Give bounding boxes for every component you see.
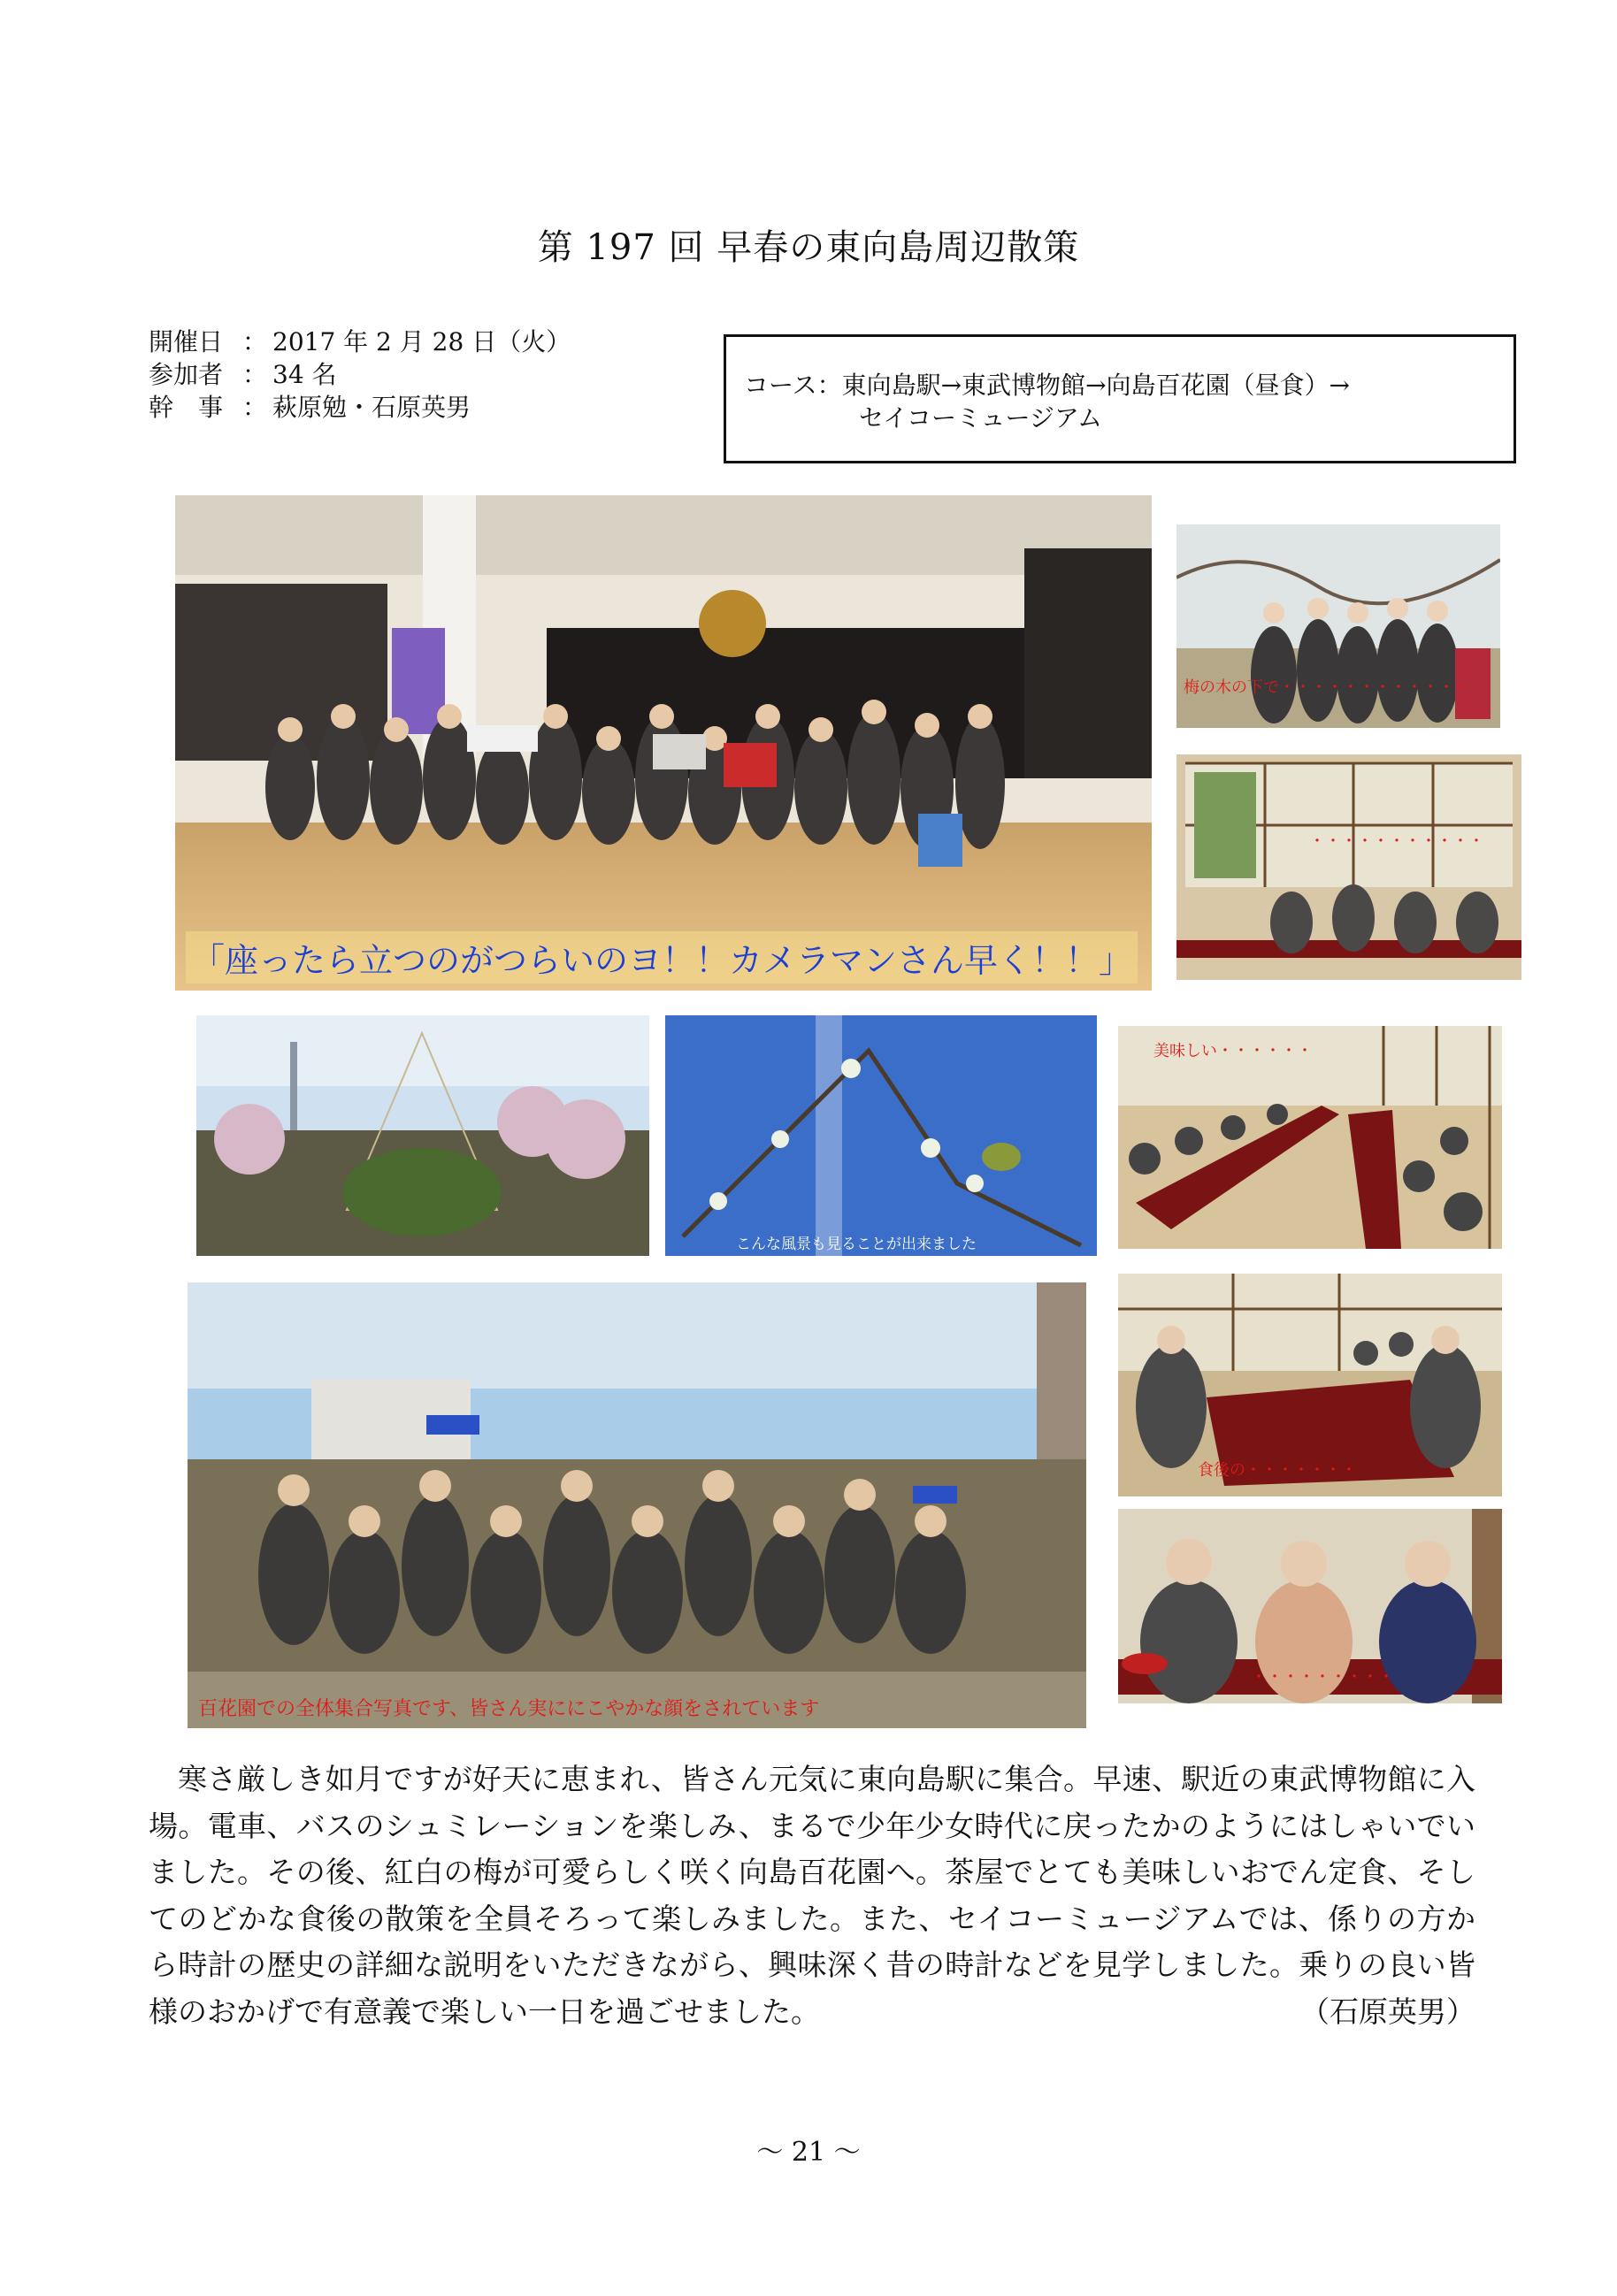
page-number: ～ 21 ～ [756, 2137, 861, 2168]
museum-group-image [175, 495, 1152, 991]
separator: ： [242, 360, 268, 389]
mejiro-bird-image [665, 1015, 1097, 1256]
mejiro-bird-photo [665, 1015, 1097, 1256]
trio-caption: ・・・・・・・・・ [1251, 1668, 1394, 1687]
event-info [149, 325, 571, 424]
author-credit: （石原英男） [1300, 1994, 1475, 2029]
museum-caption: 「座ったら立つのがつらいのヨ！！カメラマンさん早く！！」 [186, 931, 1138, 983]
skytree-garden-image [196, 1015, 649, 1256]
mejiro-caption: こんな風景も見ることが出来ました [736, 1236, 977, 1253]
report-paragraph: 寒さ厳しき如月ですが好天に恵まれ、皆さん元気に東向島駅に集合。早速、駅近の東武博物館に入場。電車、バスのシュミレーションを楽しみ、まるで少年少女時代に戻ったかのようにはしゃいでいました。その後、紅白の梅が可愛らしく咲く向島百花園へ。茶屋でとても美味しいおでん定食、そしてのどかな食後の散策を全員そろって楽しみました。また、セイコーミュージアムでは、係りの方から時計の歴史の詳細な説明をいただきながら、興味深く昔の時計などを見学しました。乗りの良い皆様のおかげで有意義で楽しい一日を過ごせました。 [149, 1762, 1475, 2029]
teahouse-caption: ・・・・・・・・・・・ [1309, 832, 1484, 851]
date-label: 開催日 [149, 327, 224, 356]
garden-group-photo [188, 1282, 1086, 1728]
plum-caption: 梅の木の下で・・・・・・・・・・・・ [1184, 678, 1470, 697]
garden-group-image [188, 1282, 1086, 1728]
separator: ： [242, 393, 268, 422]
participants-value: 34 名 [272, 360, 337, 389]
course-line-1: コース：東向島駅→東武博物館→向島百花園（昼食）→ [744, 371, 1350, 400]
organizers-value: 萩原勉・石原英男 [272, 393, 471, 422]
lunch-caption: 美味しい・・・・・・ [1153, 1042, 1313, 1060]
course-box [724, 334, 1516, 463]
lunch-table-photo [1118, 1026, 1502, 1249]
teahouse-photo [1176, 754, 1521, 980]
page-title: 第 197 回 早春の東向島周辺散策 [537, 227, 1080, 268]
organizers-label: 幹 事 [149, 393, 224, 422]
participants-label: 参加者 [149, 360, 224, 389]
meal-close-photo [1118, 1274, 1502, 1496]
skytree-garden-photo [196, 1015, 649, 1256]
meal-caption: 食後の・・・・・・・ [1198, 1461, 1357, 1480]
report-body [149, 1756, 1475, 2036]
group-caption: 百花園での全体集合写真です、皆さん実ににこやかな顔をされています [198, 1698, 820, 1720]
museum-group-photo [175, 495, 1152, 991]
three-men-photo [1118, 1509, 1502, 1703]
separator: ： [242, 327, 268, 356]
date-value: 2017 年 2 月 28 日（火） [272, 327, 571, 356]
course-line-2: セイコーミュージアム [859, 403, 1102, 432]
teahouse-image [1176, 754, 1521, 980]
plum-grove-photo [1176, 524, 1500, 728]
